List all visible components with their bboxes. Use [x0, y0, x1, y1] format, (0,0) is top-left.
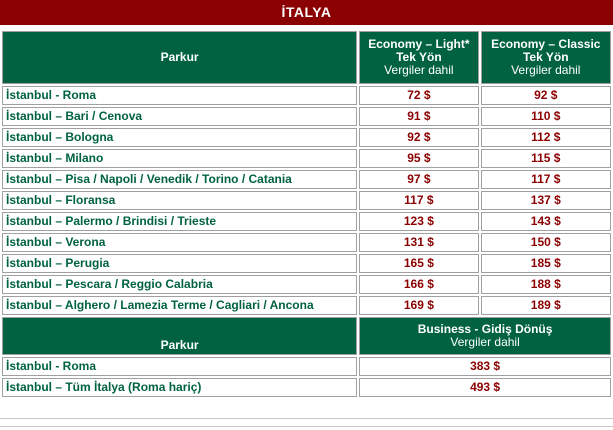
table-row: [2, 86, 611, 105]
economy-light-price: 95 $: [359, 149, 478, 168]
economy-classic-direction: Tek Yön: [522, 50, 569, 64]
route-cell: İstanbul – Bari / Cenova: [2, 107, 357, 126]
business-tax-note: Vergiler dahil: [450, 335, 520, 349]
economy-light-price: 165 $: [359, 254, 478, 273]
table-row: [2, 191, 611, 210]
route-cell: İstanbul - Roma: [2, 357, 357, 376]
economy-light-price: 131 $: [359, 233, 478, 252]
table-row: [2, 170, 611, 189]
economy-light-price: 97 $: [359, 170, 478, 189]
column-header-business: [359, 317, 611, 355]
table-row: [2, 107, 611, 126]
page-title: İTALYA: [0, 0, 613, 25]
table-row: [2, 275, 611, 294]
route-cell: İstanbul – Tüm İtalya (Roma hariç): [2, 378, 357, 397]
business-price: 383 $: [359, 357, 611, 376]
route-cell: İstanbul – Alghero / Lamezia Terme / Cagliari / Ancona: [2, 296, 357, 315]
route-cell: İstanbul - Roma: [2, 86, 357, 105]
economy-classic-price: 188 $: [481, 275, 611, 294]
economy-classic-tax-note: Vergiler dahil: [511, 63, 581, 77]
footer-divider: [0, 418, 613, 427]
column-header-economy-classic: [481, 31, 611, 84]
table-row: [2, 296, 611, 315]
economy-classic-price: 143 $: [481, 212, 611, 231]
economy-light-tax-note: Vergiler dahil: [384, 63, 454, 77]
economy-classic-price: 150 $: [481, 233, 611, 252]
table-row: [2, 378, 611, 397]
economy-light-price: 117 $: [359, 191, 478, 210]
business-price: 493 $: [359, 378, 611, 397]
fare-table: [0, 29, 613, 399]
economy-classic-price: 112 $: [481, 128, 611, 147]
economy-classic-price: 137 $: [481, 191, 611, 210]
column-header-parkur-business: Parkur: [2, 317, 357, 355]
economy-light-direction: Tek Yön: [396, 50, 442, 64]
economy-classic-title: Economy – Classic: [491, 37, 601, 51]
table-row: [2, 128, 611, 147]
economy-header-row: [2, 31, 611, 84]
business-title: Business - Gidiş Dönüş: [417, 322, 553, 336]
route-cell: İstanbul – Floransa: [2, 191, 357, 210]
route-cell: İstanbul – Pisa / Napoli / Venedik / Torino / Catania: [2, 170, 357, 189]
route-cell: İstanbul – Palermo / Brindisi / Trieste: [2, 212, 357, 231]
economy-classic-price: 117 $: [481, 170, 611, 189]
route-cell: İstanbul – Perugia: [2, 254, 357, 273]
economy-classic-price: 92 $: [481, 86, 611, 105]
economy-light-price: 91 $: [359, 107, 478, 126]
table-row: [2, 212, 611, 231]
economy-light-price: 72 $: [359, 86, 478, 105]
economy-light-price: 166 $: [359, 275, 478, 294]
economy-classic-price: 110 $: [481, 107, 611, 126]
route-cell: İstanbul – Milano: [2, 149, 357, 168]
business-header-row: [2, 317, 611, 355]
route-cell: İstanbul – Pescara / Reggio Calabria: [2, 275, 357, 294]
table-row: [2, 233, 611, 252]
route-cell: İstanbul – Verona: [2, 233, 357, 252]
economy-classic-price: 189 $: [481, 296, 611, 315]
economy-light-title: Economy – Light*: [368, 37, 470, 51]
column-header-parkur: Parkur: [2, 31, 357, 84]
column-header-economy-light: [359, 31, 478, 84]
economy-light-price: 123 $: [359, 212, 478, 231]
economy-classic-price: 115 $: [481, 149, 611, 168]
economy-classic-price: 185 $: [481, 254, 611, 273]
table-row: [2, 149, 611, 168]
economy-light-price: 92 $: [359, 128, 478, 147]
table-row: [2, 254, 611, 273]
economy-light-price: 169 $: [359, 296, 478, 315]
route-cell: İstanbul – Bologna: [2, 128, 357, 147]
table-row: [2, 357, 611, 376]
